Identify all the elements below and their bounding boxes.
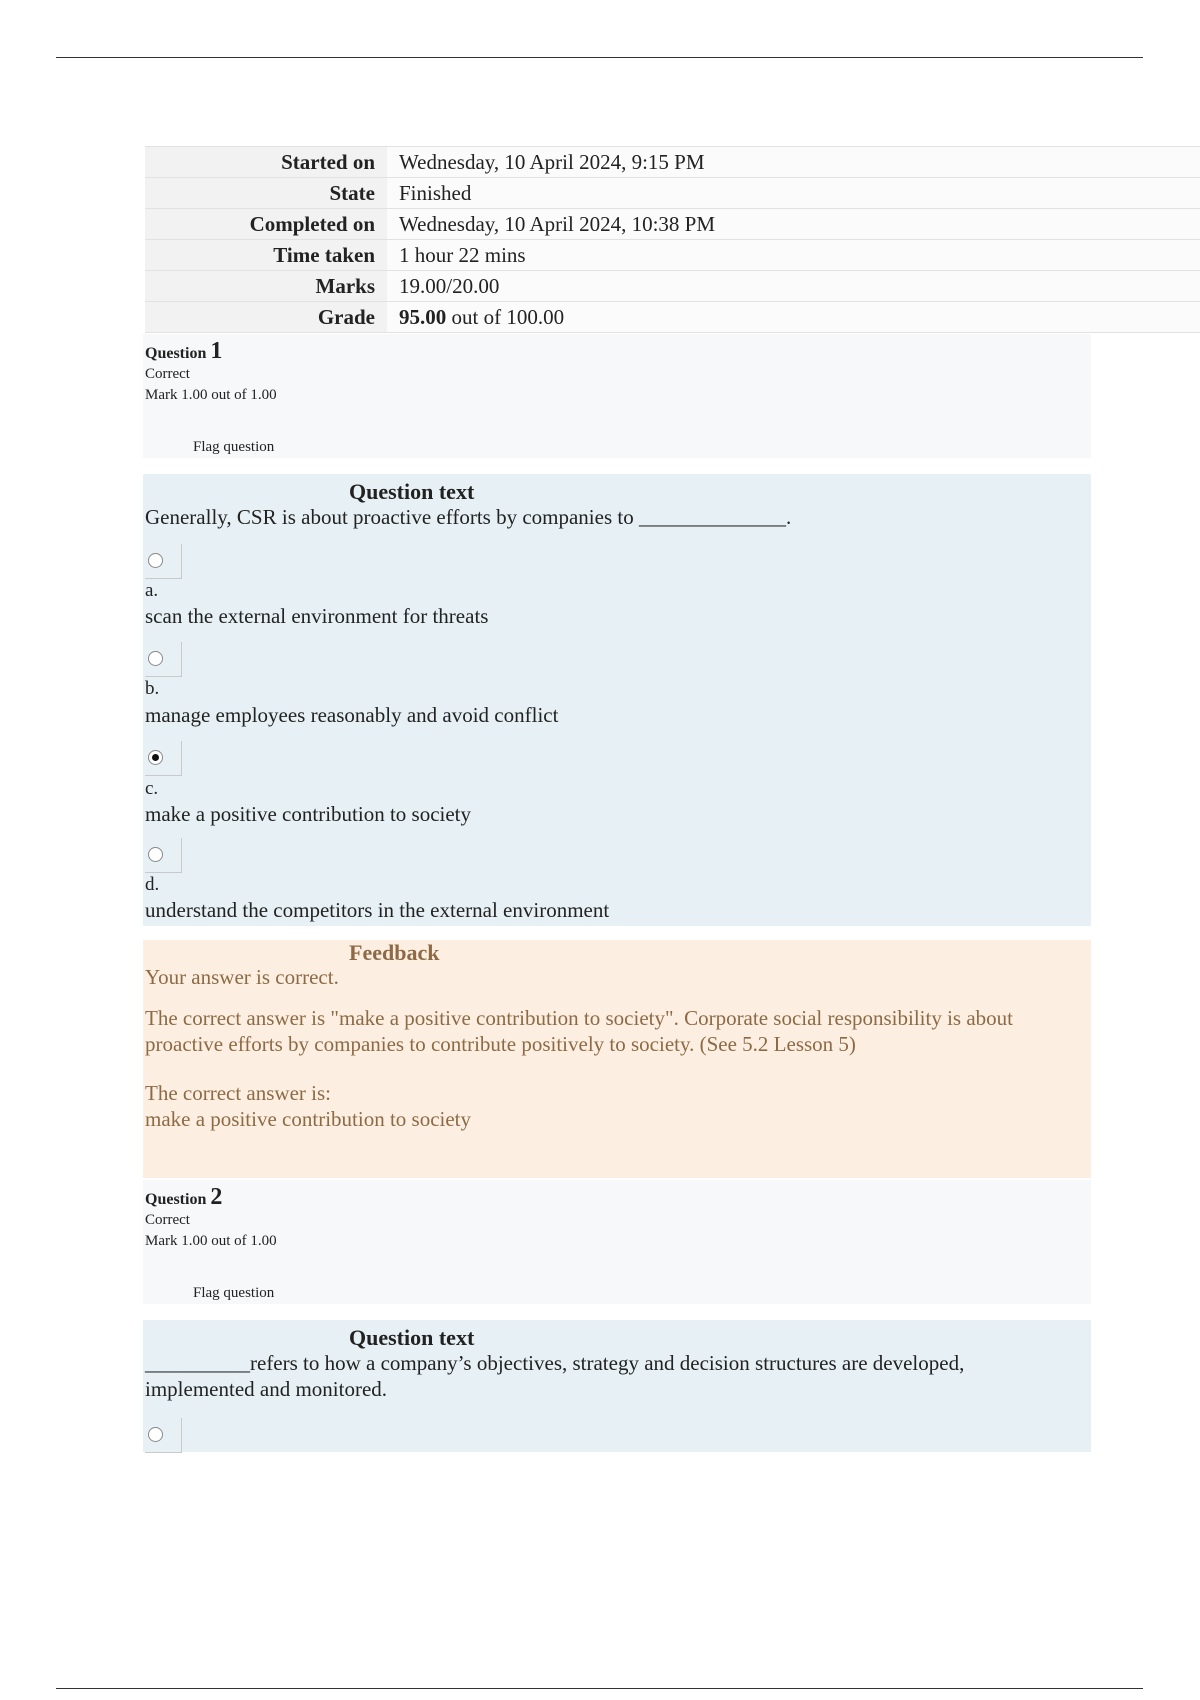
summary-label: Marks: [145, 271, 387, 302]
summary-row-marks: [145, 271, 1200, 302]
question-text: __________refers to how a company’s objectives, strategy and decision structures are developed, implemented and monitored.: [145, 1351, 965, 1401]
summary-value: [387, 302, 1200, 333]
flag-question-link[interactable]: Flag question: [193, 439, 275, 455]
radio-unchecked-icon: [148, 651, 163, 666]
option-d-letter: d.: [145, 874, 160, 895]
summary-row-completed: [145, 209, 1200, 240]
question-label: Question: [145, 1191, 207, 1208]
question-text: Generally, CSR is about proactive efforts by companies to ______________.: [145, 505, 792, 529]
option-d-radio[interactable]: [145, 838, 182, 873]
summary-value: Wednesday, 10 April 2024, 9:15 PM: [387, 147, 1200, 178]
summary-value: Finished: [387, 178, 1200, 209]
attempt-summary-table: [145, 146, 1200, 333]
radio-unchecked-icon: [148, 847, 163, 862]
question-1-formulation: [143, 474, 1091, 926]
question-number: [145, 1184, 222, 1211]
grade-value: 95.00: [399, 304, 447, 329]
radio-unchecked-icon: [148, 1427, 163, 1442]
question-2-info: [143, 1180, 1091, 1304]
summary-label: Grade: [145, 302, 387, 333]
summary-row-time-taken: [145, 240, 1200, 271]
summary-label: State: [145, 178, 387, 209]
option-d-text[interactable]: understand the competitors in the external environment: [145, 898, 610, 922]
summary-row-started: [145, 147, 1200, 178]
right-answer-label: The correct answer is:: [145, 1081, 331, 1105]
question-label: Question: [145, 345, 207, 362]
option-b-radio[interactable]: [145, 642, 182, 677]
radio-unchecked-icon: [148, 553, 163, 568]
radio-checked-icon: [148, 750, 163, 765]
feedback-heading: Feedback: [349, 940, 440, 965]
question-state: Correct: [145, 1212, 190, 1228]
summary-value: Wednesday, 10 April 2024, 10:38 PM: [387, 209, 1200, 240]
flag-question-link[interactable]: Flag question: [193, 1285, 275, 1301]
option-b-letter: b.: [145, 678, 160, 699]
question-state: Correct: [145, 366, 190, 382]
question-number: [145, 338, 222, 365]
summary-label: Started on: [145, 147, 387, 178]
question-number-value: 1: [210, 338, 223, 364]
question-text-heading: Question text: [349, 1325, 475, 1350]
summary-label: Completed on: [145, 209, 387, 240]
right-answer: make a positive contribution to society: [145, 1107, 472, 1131]
top-rule: [56, 57, 1143, 58]
summary-value: 1 hour 22 mins: [387, 240, 1200, 271]
option-c-text[interactable]: make a positive contribution to society: [145, 802, 472, 826]
question-2-formulation: [143, 1320, 1091, 1452]
summary-value: 19.00/20.00: [387, 271, 1200, 302]
general-feedback: Your answer is correct.: [145, 965, 339, 989]
option-b-text[interactable]: manage employees reasonably and avoid conflict: [145, 703, 559, 727]
option-c-radio[interactable]: [145, 741, 182, 776]
option-a-radio[interactable]: [145, 1418, 182, 1453]
question-number-value: 2: [210, 1184, 223, 1210]
option-c-letter: c.: [145, 778, 159, 799]
feedback-explanation: The correct answer is "make a positive contribution to society". Corporate social responsibility is about proactive efforts by companies to contribute positively to society. (See 5.2 Lesson 5): [145, 1006, 1014, 1056]
bottom-rule: [56, 1688, 1143, 1689]
question-1-feedback: [143, 940, 1091, 1178]
grade-suffix: out of 100.00: [446, 304, 565, 329]
option-a-letter: a.: [145, 580, 159, 601]
option-a-text[interactable]: scan the external environment for threats: [145, 604, 489, 628]
summary-row-grade: [145, 302, 1200, 333]
question-1-info: [143, 334, 1091, 458]
question-mark: Mark 1.00 out of 1.00: [145, 1233, 277, 1249]
summary-label: Time taken: [145, 240, 387, 271]
question-text-heading: Question text: [349, 479, 475, 504]
summary-row-state: [145, 178, 1200, 209]
question-mark: Mark 1.00 out of 1.00: [145, 387, 277, 403]
option-a-radio[interactable]: [145, 544, 182, 579]
